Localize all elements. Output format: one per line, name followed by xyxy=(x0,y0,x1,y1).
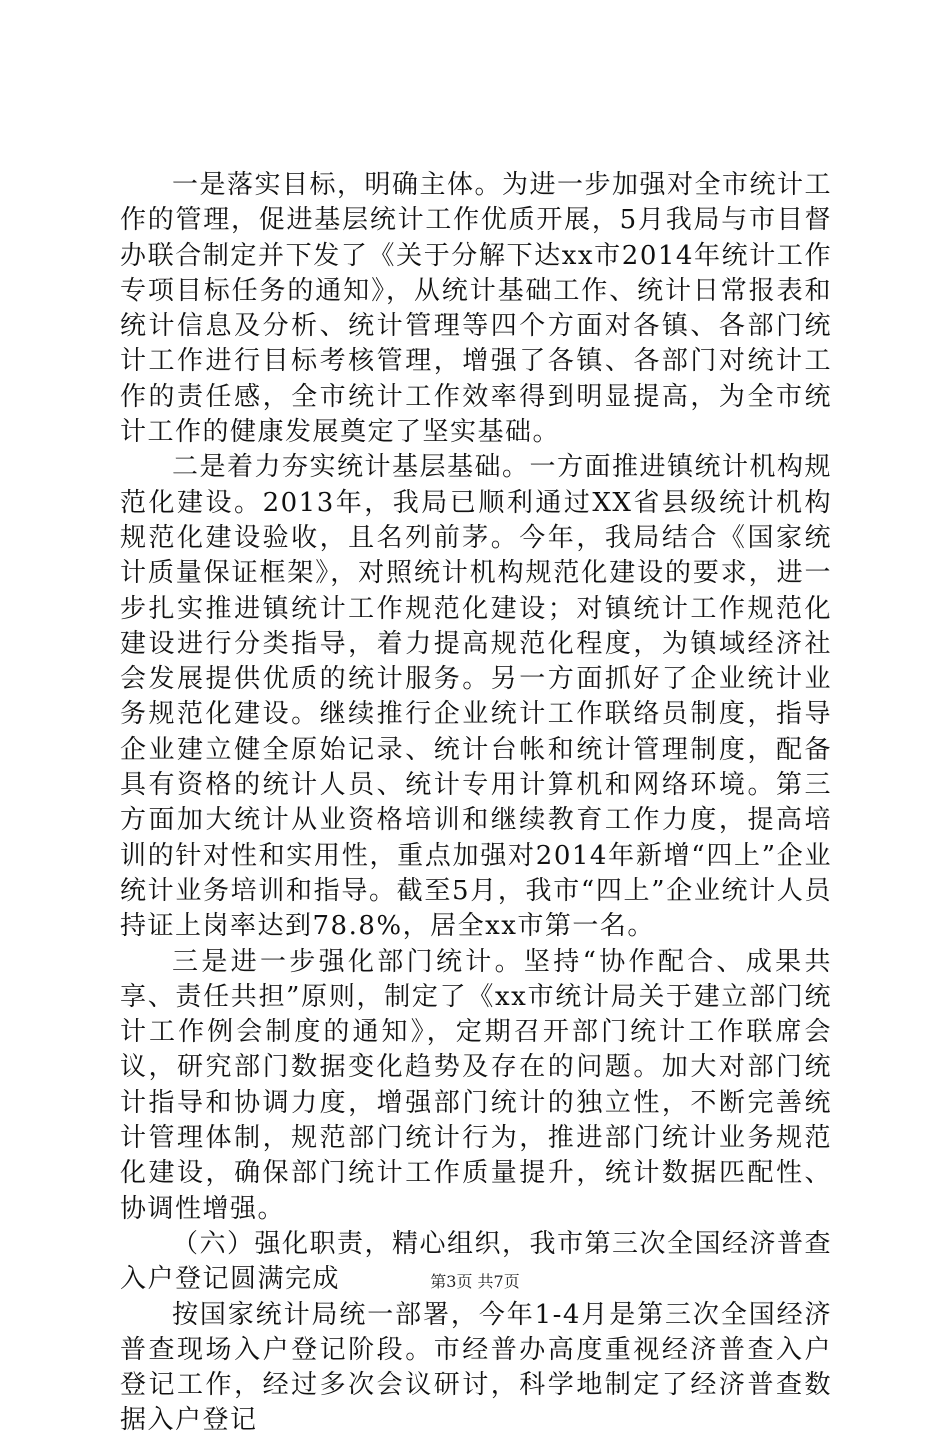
paragraph-goal-implementation: 一是落实目标，明确主体。为进一步加强对全市统计工作的管理，促进基层统计工作优质开展，5月我局与市目督办联合制定并下发了《关于分解下达xx市2014年统计工作专项目标任务的通知》，从统计基础工作、统计日常报表和统计信息及分析、统计管理等四个方面对各镇、各部门统计工作进行目标考核管理，增强了各镇、各部门对统计工作的责任感，全市统计工作效率得到明显提高，为全市统计工作的健康发展奠定了坚实基础。 xyxy=(120,170,833,448)
document-body xyxy=(120,168,832,1439)
paragraph-department-statistics: 三是进一步强化部门统计。坚持“协作配合、成果共享、责任共担”原则，制定了《xx市统计局关于建立部门统计工作例会制度的通知》，定期召开部门统计工作联席会议，研究部门数据变化趋势及存在的问题。加大对部门统计指导和协调力度，增强部门统计的独立性，不断完善统计管理体制，规范部门统计行为，推进部门统计业务规范化建设，确保部门统计工作质量提升，统计数据匹配性、协调性增强。 xyxy=(120,946,832,1224)
paragraph-economic-census: 按国家统计局统一部署，今年1-4月是第三次全国经济普查现场入户登记阶段。市经普办高度重视经济普查入户登记工作，经过多次会议研讨，科学地制定了经济普查数据入户登记 xyxy=(120,1299,832,1436)
paragraph-grassroots-foundation: 二是着力夯实统计基层基础。一方面推进镇统计机构规范化建设。2013年，我局已顺利通过XX省县级统计机构规范化建设验收，且名列前茅。今年，我局结合《国家统计质量保证框架》，对照统计机构规范化建设的要求，进一步扎实推进镇统计工作规范化建设；对镇统计工作规范化建设进行分类指导，着力提高规范化程度，为镇域经济社会发展提供优质的统计服务。另一方面抓好了企业统计业务规范化建设。继续推行企业统计工作联络员制度，指导企业建立健全原始记录、统计台帐和统计管理制度，配备具有资格的统计人员、统计专用计算机和网络环境。第三方面加大统计从业资格培训和继续教育工作力度，提高培训的针对性和实用性，重点加强对2014年新增“四上”企业统计业务培训和指导。截至5月，我市“四上”企业统计人员持证上岗率达到78.8%，居全xx市第一名。 xyxy=(120,452,833,942)
page-number-footer: 第3页 共7页 xyxy=(430,1272,520,1291)
section-heading-economic-census: （六）强化职责，精心组织，我市第三次全国经济普查入户登记圆满完成 xyxy=(120,1228,833,1295)
